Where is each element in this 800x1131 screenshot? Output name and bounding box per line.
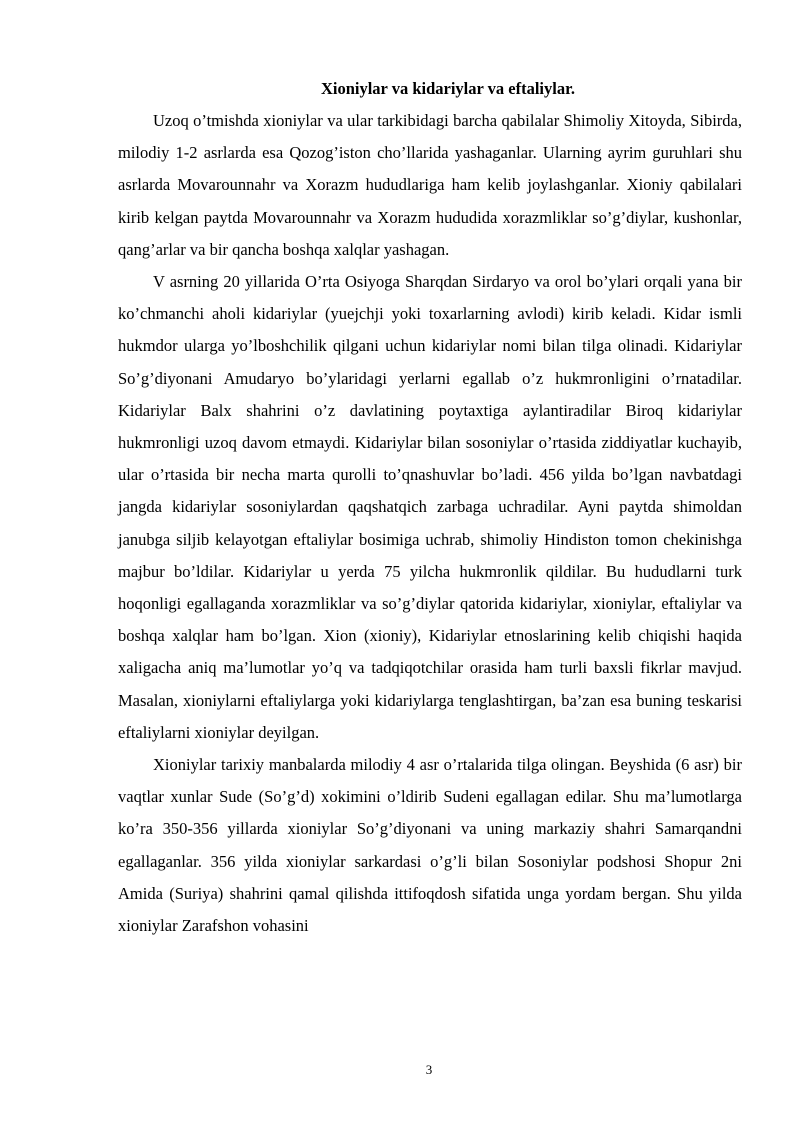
page-title: Xioniylar va kidariylar va eftaliylar. (320, 79, 576, 98)
document-body (118, 73, 742, 942)
page-number: 3 (425, 1062, 433, 1077)
paragraph-1: Uzoq o’tmishda xioniylar va ular tarkibidagi barcha qabilalar Shimoliy Xitoyda, Sibirda, milodiy 1-2 asrlarda esa Qozog’iston cho’llarida yashaganlar. Ularning ayrim guruhlari shu asrlarda Movarounnahr va Xorazm hududlariga ham kelib joylashganlar. Xioniy qabilalari kirib kelgan paytda Movarounnahr va Xorazm hududida xorazmliklar so’g’diylar, kushonlar, qang’arlar va bir qancha boshqa xalqlar yashagan. (118, 111, 742, 259)
paragraph-2: V asrning 20 yillarida O’rta Osiyoga Sharqdan Sirdaryo va orol bo’ylari orqali yana bir ko’chmanchi aholi kidariylar (yuejchji yoki toxarlarning avlodi) kirib keladi. Kidar ismli hukmdor ularga yo’lboshchilik qilgani uchun kidariylar nomi bilan tilga olinadi. Kidariylar So’g’diyonani Amudaryo bo’ylaridagi yerlarni egallab o’z hukmronligini o’rnatadilar. Kidariylar Balx shahrini o’z davlatining poytaxtiga aylantiradilar Biroq kidariylar hukmronligi uzoq davom etmaydi. Kidariylar bilan sosoniylar o’rtasida ziddiyatlar kuchayib, ular o’rtasida bir necha marta qurolli to’qnashuvlar bo’ladi. 456 yilda bo’lgan navbatdagi jangda kidariylar sosoniylardan qaqshatqich zarbaga uchradilar. Ayni paytda shimoldan janubga siljib kelayotgan eftaliylar bosimiga uchrab, shimoliy Hindiston tomon chekinishga majbur bo’ldilar. Kidariylar u yerda 75 yilcha hukmronlik qildilar. Bu hududlarni turk hoqonligi egallaganda xorazmliklar va so’g’diylar qatorida kidariylar, xioniylar, eftaliylar va boshqa xalqlar ham bo’lgan. Xion (xioniy), Kidariylar etnoslarining kelib chiqishi haqida xaligacha aniq ma’lumotlar yo’q va tadqiqotchilar orasida ham turli baxsli fikrlar mavjud. Masalan, xioniylarni eftaliylarga yoki kidariylarga tenglashtirgan, ba’zan esa buning teskarisi eftaliylarni xioniylar deyilgan. (118, 272, 742, 742)
paragraph-3: Xioniylar tarixiy manbalarda milodiy 4 asr o’rtalarida tilga olingan. Beyshida (6 asr) bir vaqtlar xunlar Sude (So’g’d) xokimini o’ldirib Sudeni egallagan edilar. Shu ma’lumotlarga ko’ra 350-356 yillarda xioniylar So’g’diyonani va uning markaziy shahri Samarqandni egallaganlar. 356 yilda xioniylar sarkardasi o’g’li bilan Sosoniylar podshosi Shopur 2ni Amida (Suriya) shahrini qamal qilishda ittifoqdosh sifatida unga yordam bergan. Shu yilda xioniylar Zarafshon vohasini (118, 755, 742, 936)
